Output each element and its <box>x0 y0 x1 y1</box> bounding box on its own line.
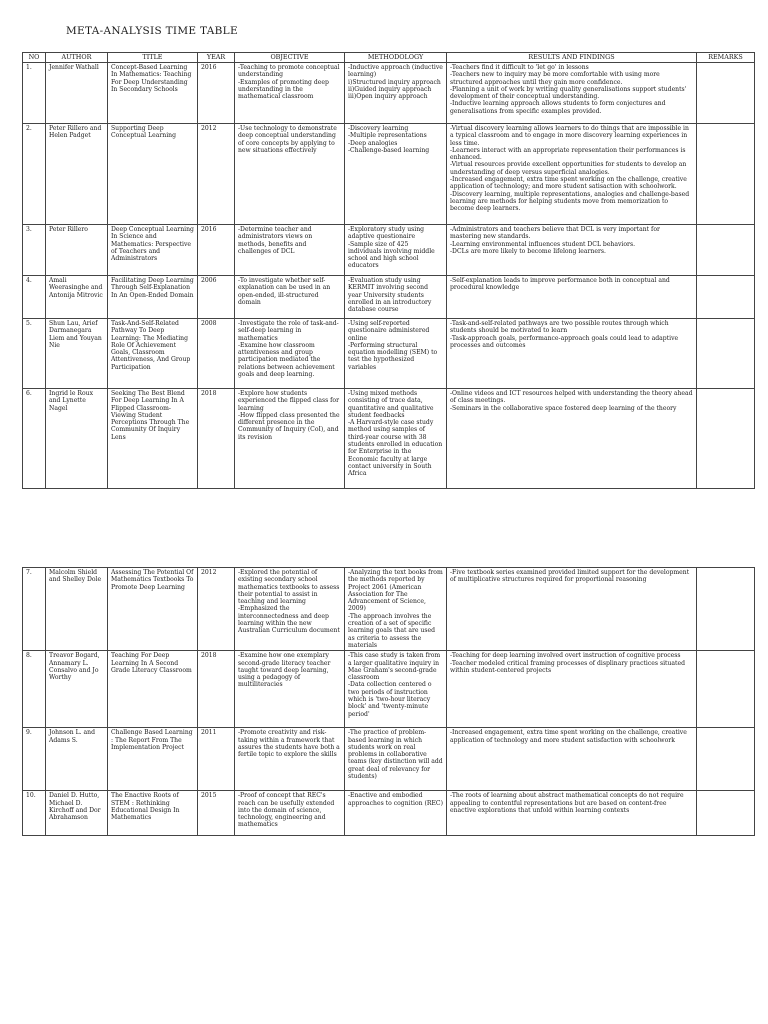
cell-results <box>447 651 697 728</box>
cell-no: 1. <box>23 63 46 124</box>
results-line: -Five textbook series examined provided limited support for the development of multiplicative structures required for proportional reasoning <box>450 569 690 584</box>
header-year: YEAR <box>198 53 235 63</box>
cell-objective <box>235 568 345 651</box>
cell-author: Treavor Bogard, Annamary L. Consalvo and Jo Worthy <box>46 651 108 728</box>
table-row <box>23 651 755 728</box>
methodology-line: -Evaluation study using KERMIT involving second year University students enrolled in an introductory database course <box>348 277 432 314</box>
results-line: -Task-approach goals, performance-approach goals could lead to adaptive processes and outcomes <box>450 334 679 349</box>
objective-line: -How flipped class presented the different presence in the Community of Inquiry (CoI), and its revision <box>238 411 340 441</box>
cell-objective <box>235 319 345 389</box>
methodology-line: ii)Guided inquiry approach <box>348 85 432 93</box>
results-line: -Teaching for deep learning involved overt instruction of cognitive process <box>450 652 681 660</box>
header-results: RESULTS AND FINDINGS <box>447 53 697 63</box>
cell-objective <box>235 225 345 276</box>
cell-title: Deep Conceptual Learning In Science and Mathematics: Perspective of Teachers and Administrators <box>108 225 198 276</box>
objective-line: -Use technology to demonstrate deep conceptual understanding of core concepts by applying to new situations effectively <box>238 125 337 154</box>
cell-objective <box>235 728 345 791</box>
objective-line: -Determine teacher and administrators views on methods, benefits and challenges of DCL <box>238 226 313 255</box>
cell-year: 2012 <box>198 124 235 225</box>
cell-remarks <box>697 225 755 276</box>
cell-remarks <box>697 568 755 651</box>
cell-no: 8. <box>23 651 46 728</box>
results-line: -Increased engagement, extra time spent working on the challenge, creative application of technology and more student satisfaction with schoolwork <box>450 729 687 744</box>
cell-results <box>447 791 697 836</box>
cell-year: 2016 <box>198 225 235 276</box>
header-no: NO <box>23 53 46 63</box>
cell-methodology <box>345 389 447 489</box>
cell-no: 9. <box>23 728 46 791</box>
objective-line: -Emphasized the interconnectedness and deep learning within the new Australian Curriculum document <box>238 605 340 635</box>
cell-objective <box>235 63 345 124</box>
table-row <box>23 568 755 651</box>
objective-line: -Explored the potential of existing secondary school mathematics textbooks to assess their potential to assist in teaching and learning <box>238 569 340 606</box>
table-row <box>23 389 755 489</box>
table-row <box>23 124 755 225</box>
methodology-line: -Multiple representations <box>348 132 427 140</box>
cell-methodology <box>345 319 447 389</box>
cell-author: Peter Rillero and Helen Padget <box>46 124 108 225</box>
cell-title: The Enactive Roots of STEM : Rethinking Educational Design In Mathematics <box>108 791 198 836</box>
header-author: AUTHOR <box>46 53 108 63</box>
results-line: -Increased engagement, extra time spent working on the challenge, creative application of technology; and more student satisaction with schoolwork. <box>450 176 687 191</box>
results-line: -Learners interact with an appropriate representation their performances is enhanced. <box>450 146 686 162</box>
cell-year: 2018 <box>198 389 235 489</box>
timetable-page-2 <box>22 567 755 836</box>
methodology-line: -Analyzing the text books from the methods reported by Project 2061 (American Association for The Advancement of Science, 2009) <box>348 569 443 613</box>
cell-title: Assessing The Potential Of Mathematics Textbooks To Promote Deep Learning <box>108 568 198 651</box>
results-line: -Seminars in the collaborative space fostered deep learning of the theory <box>450 404 677 412</box>
cell-remarks <box>697 124 755 225</box>
results-line: -Teachers new to inquiry may be more comfortable with using more structured approaches until they gain more confidence. <box>450 71 660 86</box>
cell-results <box>447 389 697 489</box>
results-line: -Virtual resources provide excellent opportunities for students to develop an understanding of deep versus superficial analogies. <box>450 161 687 176</box>
table-row <box>23 319 755 389</box>
methodology-line: -Discovery learning <box>348 125 409 132</box>
header-remarks: REMARKS <box>697 53 755 63</box>
table-row <box>23 728 755 791</box>
cell-objective <box>235 651 345 728</box>
cell-author: Daniel D. Hutto, Michael D. Kirchoff and Dor Abrahamson <box>46 791 108 836</box>
methodology-line: iii)Open inquiry approach <box>348 93 428 101</box>
objective-line: -To investigate whether self-explanation can be used in an open-ended, ill-structured domain <box>238 277 331 306</box>
cell-methodology <box>345 124 447 225</box>
cell-methodology <box>345 791 447 836</box>
methodology-line: -Using mixed methods consisting of trace data, quantitative and qualitative student feedbacks <box>348 390 434 419</box>
cell-title: Task-And-Self-Related Pathway To Deep Learning: The Mediating Role Of Achievement Goals, Classroom Attentiveness, And Group Participation <box>108 319 198 389</box>
timetable-page-1 <box>22 52 755 489</box>
cell-objective <box>235 791 345 836</box>
cell-title: Seeking The Best Blend For Deep Learning In A Flipped Classroom- Viewing Student Perceptions Through The Community Of Inquiry Lens <box>108 389 198 489</box>
cell-author: Shun Lau, Arief Darmanegara Liem and Youyan Nie <box>46 319 108 389</box>
cell-no: 4. <box>23 276 46 319</box>
cell-no: 5. <box>23 319 46 389</box>
cell-methodology <box>345 225 447 276</box>
cell-remarks <box>697 319 755 389</box>
cell-remarks <box>697 728 755 791</box>
results-line: -Teachers find it difficult to 'let go' in lessons <box>450 64 589 71</box>
table-body-page-1 <box>23 63 755 489</box>
table-body-page-2 <box>23 568 755 836</box>
header-objective: OBJECTIVE <box>235 53 345 63</box>
cell-results <box>447 225 697 276</box>
results-line: -Task-and-self-related pathways are two possible routes through which students should be motivated to learn <box>450 320 669 335</box>
cell-title: Concept-Based Learning In Mathematics: Teaching For Deep Understanding In Secondary Schools <box>108 63 198 124</box>
results-line: -Administrators and teachers believe that DCL is very important for mastering new standards. <box>450 226 660 241</box>
cell-no: 10. <box>23 791 46 836</box>
objective-line: -Examine how one exemplary second-grade literacy teacher taught toward deep learning, using a pedagogy of multiliteracies <box>238 652 331 689</box>
objective-line: -Investigate the role of task-and-self-deep learning in mathematics <box>238 320 339 342</box>
results-line: -DCLs are more likely to become lifelong learners. <box>450 247 606 255</box>
cell-objective <box>235 389 345 489</box>
methodology-line: -Performing structural equation modelling (SEM) to test the hypothesized variables <box>348 341 438 371</box>
results-line: -Discovery learning, multiple representations, analogies and challenge-based learning are methods for helping students move from memorization to become deep learners. <box>450 190 690 213</box>
methodology-line: -Sample size of 425 individuals involving middle school and high school educators <box>348 240 435 270</box>
page-title: META-ANALYSIS TIME TABLE <box>66 25 238 37</box>
methodology-line: -Inductive approach (inductive learning) <box>348 64 443 79</box>
cell-author: Peter Rillero <box>46 225 108 276</box>
cell-year: 2016 <box>198 63 235 124</box>
cell-methodology <box>345 568 447 651</box>
cell-remarks <box>697 276 755 319</box>
header-methodology: METHODOLOGY <box>345 53 447 63</box>
table-row <box>23 791 755 836</box>
cell-no: 6. <box>23 389 46 489</box>
cell-remarks <box>697 651 755 728</box>
cell-year: 2012 <box>198 568 235 651</box>
cell-objective <box>235 124 345 225</box>
methodology-line: -Using self-reported questionaire administered online <box>348 320 430 342</box>
cell-title: Teaching For Deep Learning In A Second Grade Literacy Classroom <box>108 651 198 728</box>
cell-author: Jennifer Wathall <box>46 63 108 124</box>
cell-results <box>447 63 697 124</box>
methodology-line: -Exploratory study using adaptive questionaire <box>348 226 425 241</box>
results-line: -Teacher modeled critical framing processes of displinary practices situated within student-centered projects <box>450 659 686 674</box>
methodology-line: -This case study is taken from a larger qualitative inquiry in Mae Graham's second-grade classroom <box>348 652 441 682</box>
cell-title: Supporting Deep Conceptual Learning <box>108 124 198 225</box>
cell-year: 2011 <box>198 728 235 791</box>
cell-year: 2006 <box>198 276 235 319</box>
results-line: -Inductive learning approach allows students to form conjectures and generalisations from specific examples provided. <box>450 100 666 115</box>
cell-results <box>447 728 697 791</box>
cell-no: 3. <box>23 225 46 276</box>
table-row <box>23 225 755 276</box>
cell-methodology <box>345 276 447 319</box>
objective-line: -Promote creativity and risk-taking within a framework that assures the students have both a fertile topic to explore the skills <box>238 729 340 759</box>
table-row <box>23 276 755 319</box>
table-row <box>23 63 755 124</box>
cell-year: 2015 <box>198 791 235 836</box>
cell-no: 7. <box>23 568 46 651</box>
cell-no: 2. <box>23 124 46 225</box>
cell-remarks <box>697 389 755 489</box>
cell-year: 2008 <box>198 319 235 389</box>
methodology-line: -Data collection centered o two periods of instruction which is 'two-hour literacy block' and 'twenty-minute period' <box>348 681 432 718</box>
methodology-line: -Challenge-based learning <box>348 146 430 154</box>
cell-results <box>447 319 697 389</box>
cell-author: Ingrid le Roux and Lynette Nagel <box>46 389 108 489</box>
results-line: -Online videos and ICT resources helped with understanding the theory ahead of class meetings. <box>450 390 693 405</box>
objective-line: -Proof of concept that REC's reach can be usefully extended into the domain of science, technology, engineering and mathematics <box>238 792 335 829</box>
results-line: -Planning a unit of work by writing quality generalisations support students' development of their conceptual understanding. <box>450 85 687 101</box>
methodology-line: -The practice of problem-based learning in which students work on real problems in collaborative teams (key distinction will add great deal of relevancy for students) <box>348 729 443 781</box>
objective-line: -Teaching to promote conceptual understanding <box>238 64 340 79</box>
cell-title: Facilitating Deep Learning Through Self-Explanation In An Open-Ended Domain <box>108 276 198 319</box>
objective-line: -Explore how students experienced the flipped class for learning <box>238 390 339 412</box>
methodology-line: i)Structured inquiry approach <box>348 78 441 86</box>
cell-title: Challenge Based Learning : The Report From The Implementation Project <box>108 728 198 791</box>
methodology-line: -Enactive and embodied approaches to cognition (REC) <box>348 792 443 807</box>
cell-year: 2018 <box>198 651 235 728</box>
results-line: -Self-explanation leads to improve performance both in conceptual and procedural knowledge <box>450 277 670 292</box>
methodology-line: -The approach involves the creation of a set of specific learning goals that are used as criteria to assess the materials <box>348 612 435 649</box>
results-line: -Learning environmental influences student DCL behaviors. <box>450 240 636 248</box>
objective-line: -Examine how classroom attentiveness and group participation mediated the relations between achievement goals and deep learning. <box>238 341 335 379</box>
cell-remarks <box>697 791 755 836</box>
objective-line: -Examples of promoting deep understanding in the mathematical classroom <box>238 78 329 101</box>
cell-author: Amali Weerasinghe and Antonija Mitrovic <box>46 276 108 319</box>
cell-results <box>447 124 697 225</box>
cell-objective <box>235 276 345 319</box>
methodology-line: -Deep analogies <box>348 139 398 147</box>
results-line: -The roots of learning about abstract mathematical concepts do not require appealing to contentful representations but are based on content-free enactive explorations that unfold within learning contexts <box>450 792 684 814</box>
results-line: -Virtual discovery learning allows learners to do things that are impossible in a typical classroom and to engage in more discovery learning experiences in less time. <box>450 125 689 147</box>
cell-results <box>447 568 697 651</box>
cell-methodology <box>345 728 447 791</box>
cell-author: Malcolm Shield and Shelley Dole <box>46 568 108 651</box>
cell-methodology <box>345 63 447 124</box>
cell-remarks <box>697 63 755 124</box>
cell-results <box>447 276 697 319</box>
methodology-line: -A Harvard-style case study method using samples of third-year course with 38 students enrolled in education for Enterprise in the Economic faculty at large contact university in South Africa <box>348 419 443 478</box>
header-title: TITLE <box>108 53 198 63</box>
cell-methodology <box>345 651 447 728</box>
cell-author: Johnson L. and Adams S. <box>46 728 108 791</box>
